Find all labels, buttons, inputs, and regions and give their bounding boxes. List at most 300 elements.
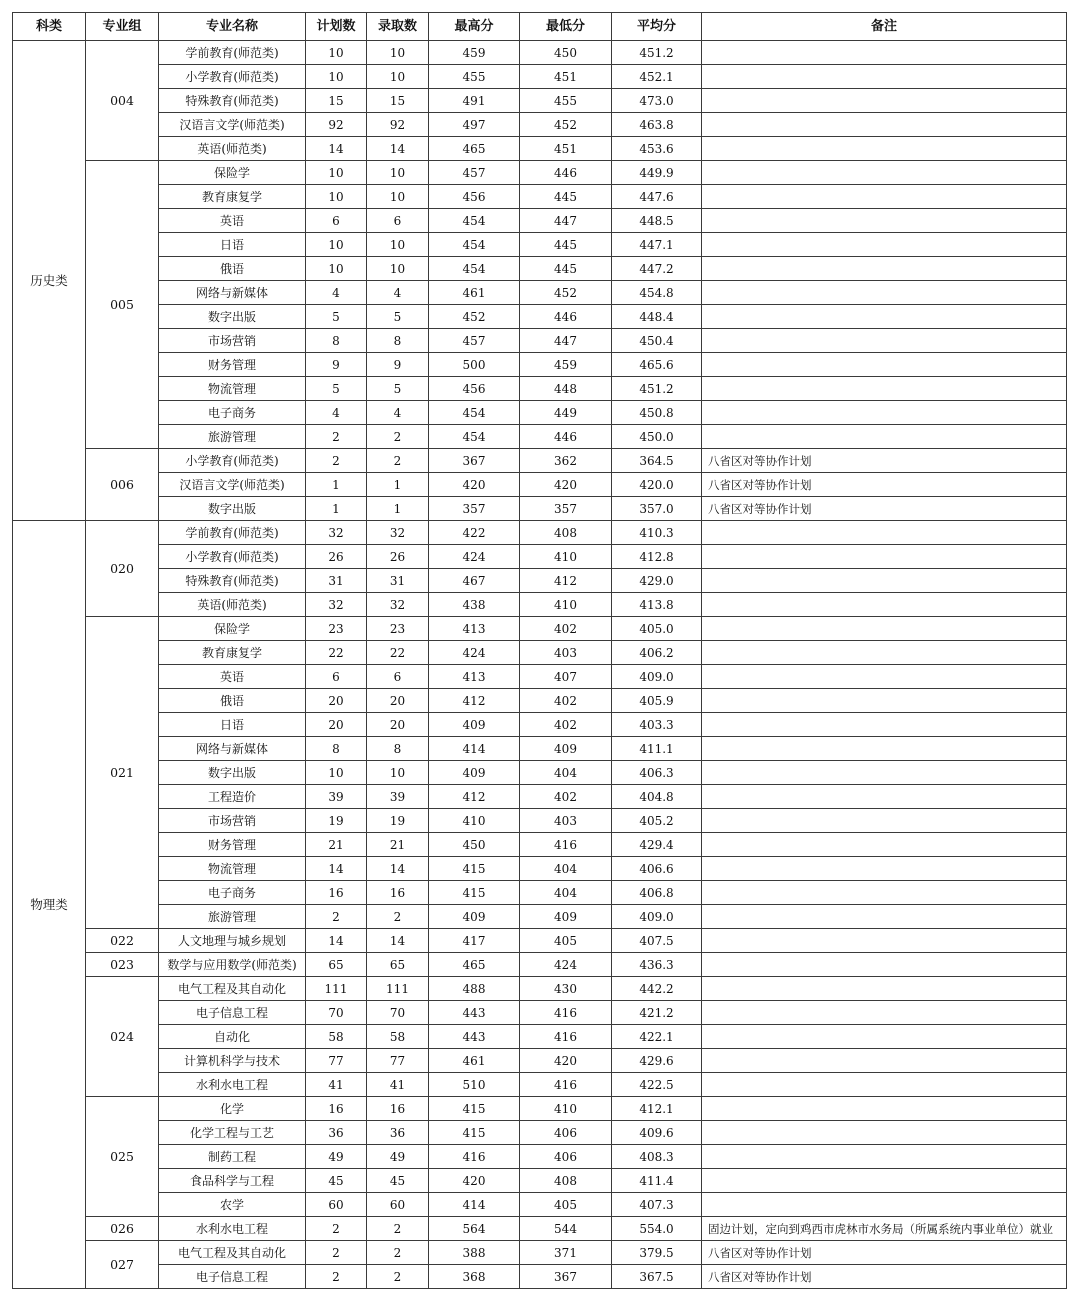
major-name-cell: 电子信息工程 xyxy=(159,1001,306,1025)
major-name-cell: 财务管理 xyxy=(159,353,306,377)
max-score-cell: 564 xyxy=(429,1217,520,1241)
admitted-count-cell: 32 xyxy=(367,521,429,545)
remark-cell xyxy=(702,353,1067,377)
avg-score-cell: 409.0 xyxy=(612,905,702,929)
remark-cell xyxy=(702,161,1067,185)
table-row xyxy=(13,665,1067,689)
major-name-cell: 电子商务 xyxy=(159,401,306,425)
major-name-cell: 网络与新媒体 xyxy=(159,737,306,761)
avg-score-cell: 473.0 xyxy=(612,89,702,113)
min-score-cell: 446 xyxy=(520,425,612,449)
admitted-count-cell: 65 xyxy=(367,953,429,977)
plan-count-cell: 16 xyxy=(306,1097,367,1121)
avg-score-cell: 357.0 xyxy=(612,497,702,521)
major-name-cell: 旅游管理 xyxy=(159,905,306,929)
min-score-cell: 416 xyxy=(520,1001,612,1025)
admitted-count-cell: 16 xyxy=(367,881,429,905)
plan-count-cell: 49 xyxy=(306,1145,367,1169)
max-score-cell: 459 xyxy=(429,41,520,65)
avg-score-cell: 379.5 xyxy=(612,1241,702,1265)
table-row xyxy=(13,353,1067,377)
major-name-cell: 市场营销 xyxy=(159,329,306,353)
table-row xyxy=(13,473,1067,497)
min-score-cell: 404 xyxy=(520,881,612,905)
admitted-count-cell: 39 xyxy=(367,785,429,809)
max-score-cell: 422 xyxy=(429,521,520,545)
major-name-cell: 日语 xyxy=(159,713,306,737)
max-score-cell: 454 xyxy=(429,233,520,257)
max-score-cell: 510 xyxy=(429,1073,520,1097)
min-score-cell: 416 xyxy=(520,833,612,857)
major-name-cell: 英语(师范类) xyxy=(159,593,306,617)
max-score-cell: 414 xyxy=(429,737,520,761)
remark-cell xyxy=(702,185,1067,209)
avg-score-cell: 465.6 xyxy=(612,353,702,377)
min-score-cell: 448 xyxy=(520,377,612,401)
plan-count-cell: 19 xyxy=(306,809,367,833)
remark-cell xyxy=(702,233,1067,257)
admitted-count-cell: 2 xyxy=(367,425,429,449)
min-score-cell: 403 xyxy=(520,809,612,833)
min-score-cell: 408 xyxy=(520,521,612,545)
table-row xyxy=(13,1073,1067,1097)
remark-cell xyxy=(702,41,1067,65)
admitted-count-cell: 45 xyxy=(367,1169,429,1193)
plan-count-cell: 36 xyxy=(306,1121,367,1145)
avg-score-cell: 450.8 xyxy=(612,401,702,425)
plan-count-cell: 10 xyxy=(306,65,367,89)
min-score-cell: 451 xyxy=(520,137,612,161)
table-row xyxy=(13,881,1067,905)
remark-cell xyxy=(702,1193,1067,1217)
admitted-count-cell: 14 xyxy=(367,929,429,953)
remark-cell xyxy=(702,521,1067,545)
header-admitted: 录取数 xyxy=(367,13,429,41)
remark-cell xyxy=(702,305,1067,329)
min-score-cell: 420 xyxy=(520,1049,612,1073)
major-name-cell: 水利水电工程 xyxy=(159,1217,306,1241)
max-score-cell: 491 xyxy=(429,89,520,113)
major-name-cell: 自动化 xyxy=(159,1025,306,1049)
avg-score-cell: 429.6 xyxy=(612,1049,702,1073)
admitted-count-cell: 22 xyxy=(367,641,429,665)
major-name-cell: 电子信息工程 xyxy=(159,1265,306,1289)
remark-cell: 八省区对等协作计划 xyxy=(702,473,1067,497)
avg-score-cell: 367.5 xyxy=(612,1265,702,1289)
max-score-cell: 413 xyxy=(429,617,520,641)
admitted-count-cell: 20 xyxy=(367,689,429,713)
min-score-cell: 410 xyxy=(520,1097,612,1121)
plan-count-cell: 1 xyxy=(306,473,367,497)
min-score-cell: 430 xyxy=(520,977,612,1001)
table-header xyxy=(13,13,1067,41)
min-score-cell: 449 xyxy=(520,401,612,425)
admitted-count-cell: 60 xyxy=(367,1193,429,1217)
admission-scores-table xyxy=(12,12,1067,1289)
min-score-cell: 402 xyxy=(520,713,612,737)
remark-cell xyxy=(702,617,1067,641)
major-name-cell: 人文地理与城乡规划 xyxy=(159,929,306,953)
group-code-cell: 024 xyxy=(86,977,159,1097)
avg-score-cell: 447.6 xyxy=(612,185,702,209)
plan-count-cell: 20 xyxy=(306,689,367,713)
table-row xyxy=(13,497,1067,521)
major-name-cell: 英语(师范类) xyxy=(159,137,306,161)
avg-score-cell: 412.8 xyxy=(612,545,702,569)
plan-count-cell: 14 xyxy=(306,857,367,881)
plan-count-cell: 4 xyxy=(306,401,367,425)
avg-score-cell: 405.2 xyxy=(612,809,702,833)
plan-count-cell: 5 xyxy=(306,305,367,329)
min-score-cell: 409 xyxy=(520,905,612,929)
major-name-cell: 特殊教育(师范类) xyxy=(159,89,306,113)
plan-count-cell: 70 xyxy=(306,1001,367,1025)
max-score-cell: 465 xyxy=(429,137,520,161)
plan-count-cell: 2 xyxy=(306,1265,367,1289)
table-row xyxy=(13,809,1067,833)
group-code-cell: 022 xyxy=(86,929,159,953)
table-row xyxy=(13,161,1067,185)
major-name-cell: 农学 xyxy=(159,1193,306,1217)
min-score-cell: 408 xyxy=(520,1169,612,1193)
remark-cell xyxy=(702,209,1067,233)
max-score-cell: 438 xyxy=(429,593,520,617)
plan-count-cell: 5 xyxy=(306,377,367,401)
group-code-cell: 026 xyxy=(86,1217,159,1241)
table-row xyxy=(13,569,1067,593)
group-code-cell: 006 xyxy=(86,449,159,521)
major-name-cell: 英语 xyxy=(159,209,306,233)
admitted-count-cell: 58 xyxy=(367,1025,429,1049)
remark-cell xyxy=(702,1001,1067,1025)
table-row xyxy=(13,209,1067,233)
plan-count-cell: 10 xyxy=(306,233,367,257)
plan-count-cell: 77 xyxy=(306,1049,367,1073)
max-score-cell: 467 xyxy=(429,569,520,593)
table-row xyxy=(13,641,1067,665)
admitted-count-cell: 8 xyxy=(367,737,429,761)
avg-score-cell: 411.1 xyxy=(612,737,702,761)
major-name-cell: 化学工程与工艺 xyxy=(159,1121,306,1145)
max-score-cell: 450 xyxy=(429,833,520,857)
max-score-cell: 409 xyxy=(429,905,520,929)
avg-score-cell: 429.0 xyxy=(612,569,702,593)
plan-count-cell: 41 xyxy=(306,1073,367,1097)
min-score-cell: 371 xyxy=(520,1241,612,1265)
remark-cell xyxy=(702,713,1067,737)
min-score-cell: 416 xyxy=(520,1073,612,1097)
header-subject: 科类 xyxy=(13,13,86,41)
table-row xyxy=(13,761,1067,785)
plan-count-cell: 65 xyxy=(306,953,367,977)
plan-count-cell: 16 xyxy=(306,881,367,905)
table-row xyxy=(13,953,1067,977)
major-name-cell: 物流管理 xyxy=(159,857,306,881)
admitted-count-cell: 6 xyxy=(367,209,429,233)
avg-score-cell: 452.1 xyxy=(612,65,702,89)
table-row xyxy=(13,41,1067,65)
group-code-cell: 025 xyxy=(86,1097,159,1217)
max-score-cell: 465 xyxy=(429,953,520,977)
min-score-cell: 451 xyxy=(520,65,612,89)
max-score-cell: 410 xyxy=(429,809,520,833)
min-score-cell: 404 xyxy=(520,761,612,785)
min-score-cell: 455 xyxy=(520,89,612,113)
admitted-count-cell: 9 xyxy=(367,353,429,377)
major-name-cell: 俄语 xyxy=(159,257,306,281)
admitted-count-cell: 111 xyxy=(367,977,429,1001)
avg-score-cell: 448.4 xyxy=(612,305,702,329)
group-code-cell: 023 xyxy=(86,953,159,977)
header-avg-score: 平均分 xyxy=(612,13,702,41)
table-row xyxy=(13,545,1067,569)
remark-cell xyxy=(702,401,1067,425)
major-name-cell: 小学教育(师范类) xyxy=(159,65,306,89)
min-score-cell: 445 xyxy=(520,185,612,209)
plan-count-cell: 10 xyxy=(306,257,367,281)
admitted-count-cell: 70 xyxy=(367,1001,429,1025)
remark-cell xyxy=(702,65,1067,89)
table-row xyxy=(13,1049,1067,1073)
max-score-cell: 415 xyxy=(429,1121,520,1145)
max-score-cell: 416 xyxy=(429,1145,520,1169)
max-score-cell: 388 xyxy=(429,1241,520,1265)
plan-count-cell: 14 xyxy=(306,137,367,161)
table-row xyxy=(13,929,1067,953)
min-score-cell: 405 xyxy=(520,1193,612,1217)
min-score-cell: 544 xyxy=(520,1217,612,1241)
plan-count-cell: 21 xyxy=(306,833,367,857)
plan-count-cell: 8 xyxy=(306,737,367,761)
remark-cell xyxy=(702,545,1067,569)
avg-score-cell: 407.3 xyxy=(612,1193,702,1217)
plan-count-cell: 26 xyxy=(306,545,367,569)
major-name-cell: 教育康复学 xyxy=(159,185,306,209)
remark-cell xyxy=(702,377,1067,401)
admitted-count-cell: 92 xyxy=(367,113,429,137)
major-name-cell: 食品科学与工程 xyxy=(159,1169,306,1193)
avg-score-cell: 442.2 xyxy=(612,977,702,1001)
major-name-cell: 教育康复学 xyxy=(159,641,306,665)
table-row xyxy=(13,1265,1067,1289)
min-score-cell: 404 xyxy=(520,857,612,881)
subject-cell: 物理类 xyxy=(13,521,86,1289)
admitted-count-cell: 2 xyxy=(367,449,429,473)
major-name-cell: 数字出版 xyxy=(159,761,306,785)
admitted-count-cell: 10 xyxy=(367,185,429,209)
remark-cell xyxy=(702,113,1067,137)
table-row xyxy=(13,425,1067,449)
remark-cell xyxy=(702,857,1067,881)
admitted-count-cell: 19 xyxy=(367,809,429,833)
min-score-cell: 447 xyxy=(520,329,612,353)
major-name-cell: 特殊教育(师范类) xyxy=(159,569,306,593)
admitted-count-cell: 36 xyxy=(367,1121,429,1145)
remark-cell xyxy=(702,425,1067,449)
min-score-cell: 407 xyxy=(520,665,612,689)
plan-count-cell: 60 xyxy=(306,1193,367,1217)
max-score-cell: 417 xyxy=(429,929,520,953)
header-max-score: 最高分 xyxy=(429,13,520,41)
plan-count-cell: 32 xyxy=(306,593,367,617)
avg-score-cell: 420.0 xyxy=(612,473,702,497)
max-score-cell: 409 xyxy=(429,713,520,737)
table-row xyxy=(13,1001,1067,1025)
major-name-cell: 小学教育(师范类) xyxy=(159,449,306,473)
avg-score-cell: 463.8 xyxy=(612,113,702,137)
major-name-cell: 物流管理 xyxy=(159,377,306,401)
table-row xyxy=(13,593,1067,617)
avg-score-cell: 429.4 xyxy=(612,833,702,857)
max-score-cell: 454 xyxy=(429,209,520,233)
admitted-count-cell: 26 xyxy=(367,545,429,569)
plan-count-cell: 2 xyxy=(306,449,367,473)
table-row xyxy=(13,65,1067,89)
remark-cell xyxy=(702,881,1067,905)
admitted-count-cell: 16 xyxy=(367,1097,429,1121)
table-row xyxy=(13,785,1067,809)
plan-count-cell: 39 xyxy=(306,785,367,809)
avg-score-cell: 410.3 xyxy=(612,521,702,545)
admitted-count-cell: 2 xyxy=(367,905,429,929)
table-row xyxy=(13,1025,1067,1049)
remark-cell: 八省区对等协作计划 xyxy=(702,449,1067,473)
table-row xyxy=(13,1145,1067,1169)
avg-score-cell: 436.3 xyxy=(612,953,702,977)
min-score-cell: 446 xyxy=(520,161,612,185)
plan-count-cell: 2 xyxy=(306,905,367,929)
group-code-cell: 004 xyxy=(86,41,159,161)
table-row xyxy=(13,977,1067,1001)
major-name-cell: 学前教育(师范类) xyxy=(159,41,306,65)
table-row xyxy=(13,329,1067,353)
avg-score-cell: 451.2 xyxy=(612,41,702,65)
max-score-cell: 409 xyxy=(429,761,520,785)
min-score-cell: 362 xyxy=(520,449,612,473)
plan-count-cell: 111 xyxy=(306,977,367,1001)
remark-cell xyxy=(702,1049,1067,1073)
plan-count-cell: 10 xyxy=(306,761,367,785)
admitted-count-cell: 41 xyxy=(367,1073,429,1097)
major-name-cell: 保险学 xyxy=(159,617,306,641)
major-name-cell: 水利水电工程 xyxy=(159,1073,306,1097)
remark-cell xyxy=(702,761,1067,785)
admitted-count-cell: 31 xyxy=(367,569,429,593)
table-row xyxy=(13,1121,1067,1145)
min-score-cell: 424 xyxy=(520,953,612,977)
avg-score-cell: 408.3 xyxy=(612,1145,702,1169)
avg-score-cell: 554.0 xyxy=(612,1217,702,1241)
remark-cell xyxy=(702,1145,1067,1169)
major-name-cell: 电气工程及其自动化 xyxy=(159,977,306,1001)
avg-score-cell: 407.5 xyxy=(612,929,702,953)
table-row xyxy=(13,401,1067,425)
min-score-cell: 409 xyxy=(520,737,612,761)
min-score-cell: 402 xyxy=(520,689,612,713)
avg-score-cell: 404.8 xyxy=(612,785,702,809)
plan-count-cell: 6 xyxy=(306,665,367,689)
plan-count-cell: 10 xyxy=(306,185,367,209)
avg-score-cell: 409.6 xyxy=(612,1121,702,1145)
table-row xyxy=(13,521,1067,545)
plan-count-cell: 2 xyxy=(306,1217,367,1241)
admitted-count-cell: 77 xyxy=(367,1049,429,1073)
avg-score-cell: 403.3 xyxy=(612,713,702,737)
table-row xyxy=(13,1193,1067,1217)
remark-cell xyxy=(702,137,1067,161)
avg-score-cell: 422.5 xyxy=(612,1073,702,1097)
table-row xyxy=(13,833,1067,857)
admitted-count-cell: 20 xyxy=(367,713,429,737)
major-name-cell: 英语 xyxy=(159,665,306,689)
table-row xyxy=(13,905,1067,929)
table-row xyxy=(13,113,1067,137)
plan-count-cell: 15 xyxy=(306,89,367,113)
avg-score-cell: 364.5 xyxy=(612,449,702,473)
remark-cell: 八省区对等协作计划 xyxy=(702,1241,1067,1265)
max-score-cell: 412 xyxy=(429,689,520,713)
major-name-cell: 汉语言文学(师范类) xyxy=(159,473,306,497)
min-score-cell: 412 xyxy=(520,569,612,593)
table-row xyxy=(13,689,1067,713)
admitted-count-cell: 49 xyxy=(367,1145,429,1169)
table-row xyxy=(13,1217,1067,1241)
remark-cell xyxy=(702,809,1067,833)
major-name-cell: 小学教育(师范类) xyxy=(159,545,306,569)
major-name-cell: 数字出版 xyxy=(159,497,306,521)
remark-cell xyxy=(702,1121,1067,1145)
max-score-cell: 414 xyxy=(429,1193,520,1217)
major-name-cell: 数学与应用数学(师范类) xyxy=(159,953,306,977)
plan-count-cell: 23 xyxy=(306,617,367,641)
min-score-cell: 446 xyxy=(520,305,612,329)
remark-cell xyxy=(702,89,1067,113)
remark-cell xyxy=(702,281,1067,305)
max-score-cell: 420 xyxy=(429,473,520,497)
min-score-cell: 445 xyxy=(520,257,612,281)
plan-count-cell: 10 xyxy=(306,41,367,65)
avg-score-cell: 406.3 xyxy=(612,761,702,785)
min-score-cell: 420 xyxy=(520,473,612,497)
major-name-cell: 旅游管理 xyxy=(159,425,306,449)
major-name-cell: 市场营销 xyxy=(159,809,306,833)
max-score-cell: 443 xyxy=(429,1001,520,1025)
max-score-cell: 368 xyxy=(429,1265,520,1289)
header-remark: 备注 xyxy=(702,13,1067,41)
min-score-cell: 406 xyxy=(520,1121,612,1145)
admitted-count-cell: 4 xyxy=(367,401,429,425)
remark-cell: 八省区对等协作计划 xyxy=(702,497,1067,521)
avg-score-cell: 449.9 xyxy=(612,161,702,185)
plan-count-cell: 2 xyxy=(306,425,367,449)
max-score-cell: 357 xyxy=(429,497,520,521)
avg-score-cell: 406.2 xyxy=(612,641,702,665)
plan-count-cell: 1 xyxy=(306,497,367,521)
major-name-cell: 制药工程 xyxy=(159,1145,306,1169)
remark-cell xyxy=(702,833,1067,857)
table-row xyxy=(13,257,1067,281)
max-score-cell: 424 xyxy=(429,641,520,665)
remark-cell xyxy=(702,953,1067,977)
plan-count-cell: 10 xyxy=(306,161,367,185)
avg-score-cell: 450.0 xyxy=(612,425,702,449)
max-score-cell: 415 xyxy=(429,881,520,905)
admitted-count-cell: 14 xyxy=(367,137,429,161)
table-row xyxy=(13,377,1067,401)
min-score-cell: 367 xyxy=(520,1265,612,1289)
avg-score-cell: 422.1 xyxy=(612,1025,702,1049)
admitted-count-cell: 10 xyxy=(367,161,429,185)
